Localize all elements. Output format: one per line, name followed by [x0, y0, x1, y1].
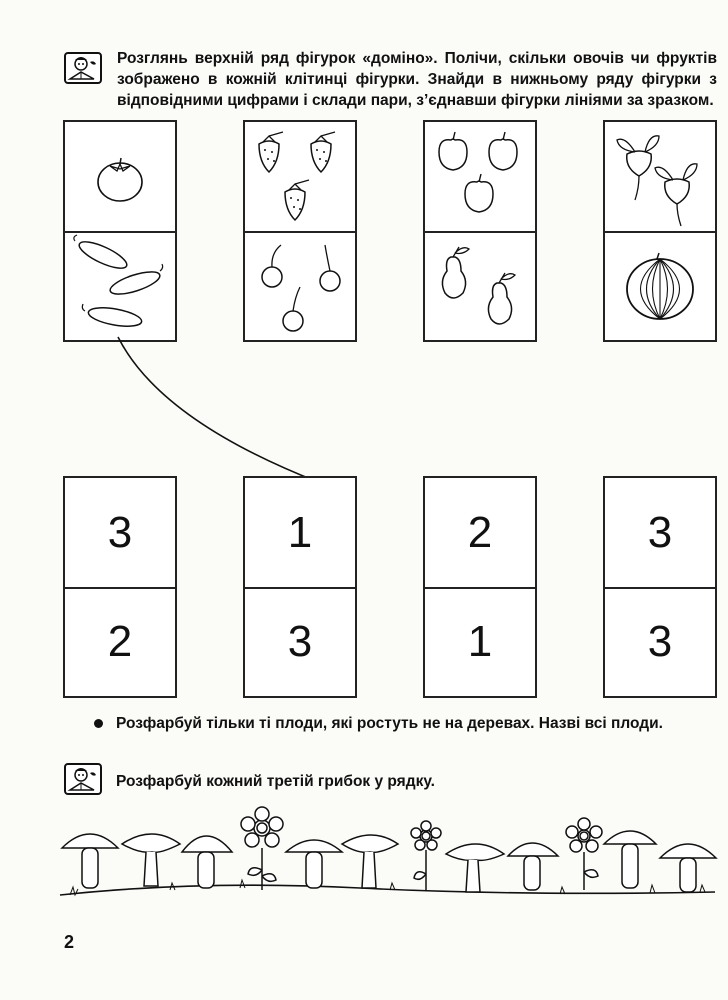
- number-domino-3[interactable]: [423, 476, 537, 698]
- mushroom-icon[interactable]: [286, 840, 342, 888]
- mushroom-icon[interactable]: [122, 834, 180, 886]
- apple-icon: [425, 122, 535, 231]
- cucumber-icon: [65, 231, 175, 340]
- picture-domino-4: [603, 120, 717, 342]
- radish-icon: [605, 122, 715, 231]
- cherry-cell: [245, 231, 355, 340]
- tomato-cell: [65, 122, 175, 233]
- cherry-icon: [245, 231, 355, 340]
- mushroom-icon[interactable]: [604, 831, 656, 888]
- child-reading-icon: [64, 52, 102, 84]
- domino-top-number: 3: [107, 507, 133, 557]
- task1-instruction: Розглянь верхній ряд фігурок «доміно». Полічи, скільки овочів чи фруктів зображено в кожній клітинці фігурки. Знайди в нижньому ряду фігурки з відповідними цифрами і склади пари, з’єднавши фігурки лініями за зразком.: [117, 50, 717, 109]
- watermelon-icon: [605, 231, 715, 340]
- watermelon-cell: [605, 231, 715, 340]
- child-reading-icon: [64, 763, 102, 795]
- number-domino-1[interactable]: [63, 476, 177, 698]
- bullet-icon: [94, 719, 103, 728]
- picture-domino-2: [243, 120, 357, 342]
- mushroom-icon[interactable]: [446, 844, 504, 892]
- domino-bottom-number: 3: [647, 616, 673, 666]
- mushroom-icon[interactable]: [508, 843, 558, 890]
- domino-bottom-number: 3: [287, 616, 313, 666]
- picture-domino-3: [423, 120, 537, 342]
- radish-cell: [605, 122, 715, 233]
- task2-instruction: Розфарбуй тільки ті плоди, які ростуть не на деревах. Назві всі плоди.: [116, 715, 663, 732]
- tomato-icon: [65, 122, 175, 231]
- flower-icon: [411, 821, 441, 890]
- strawberry-cell: [245, 122, 355, 233]
- domino-bottom-number: 1: [467, 616, 493, 666]
- mushroom-icon[interactable]: [660, 844, 716, 892]
- flower-icon: [566, 818, 602, 890]
- page-number: 2: [64, 932, 75, 952]
- flower-icon: [241, 807, 283, 890]
- task3-instruction: Розфарбуй кожний третій грибок у рядку.: [116, 773, 435, 790]
- apple-cell: [425, 122, 535, 233]
- number-domino-2[interactable]: [243, 476, 357, 698]
- number-domino-4[interactable]: [603, 476, 717, 698]
- mushroom-icon[interactable]: [342, 835, 398, 888]
- domino-top-number: 2: [467, 507, 493, 557]
- picture-domino-1: [63, 120, 177, 342]
- strawberry-icon: [245, 122, 355, 231]
- mushroom-row-scene: [0, 800, 728, 930]
- domino-top-number: 3: [647, 507, 673, 557]
- mushroom-icon[interactable]: [182, 836, 232, 888]
- pear-cell: [425, 231, 535, 340]
- pear-icon: [425, 231, 535, 340]
- cucumber-cell: [65, 231, 175, 340]
- mushroom-icon[interactable]: [62, 834, 118, 888]
- domino-bottom-number: 2: [107, 616, 133, 666]
- domino-top-number: 1: [287, 507, 313, 557]
